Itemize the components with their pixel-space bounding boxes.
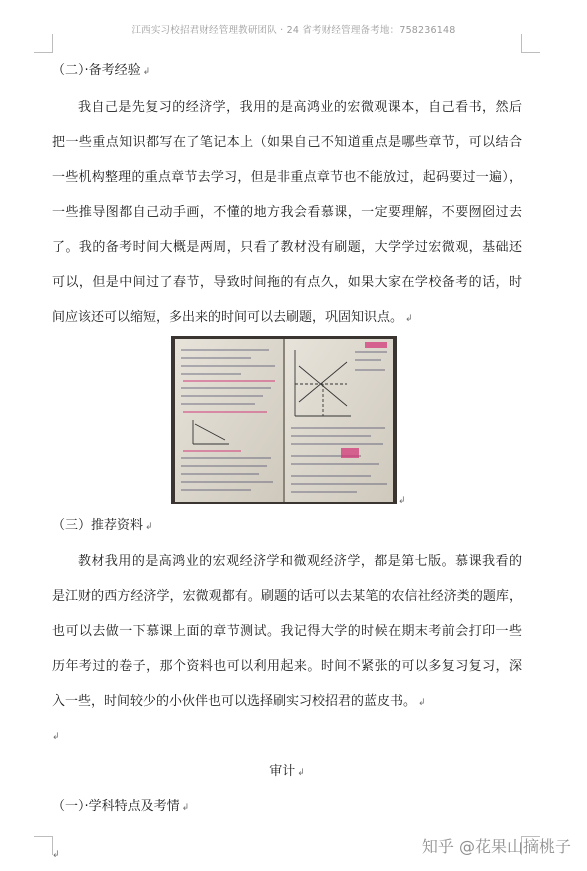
- paragraph-line: 也可以去做一下慕课上面的章节测试。我记得大学的时候在期末考前会打印一些: [52, 624, 522, 639]
- section-heading-prep: （二）·备考经验 ↲: [52, 63, 151, 78]
- paragraph-line: 教材我用的是高鸿业的宏观经济学和微观经济学，都是第七版。慕课我看的: [78, 554, 522, 569]
- paragraph-line: 一些推导图都自己动手画，不懂的地方我会看慕课，一定要理解，不要囫囵过去: [52, 205, 522, 220]
- paragraph-line: 历年考过的卷子，那个资料也可以利用起来。时间不紧张的可以多复习复习，深: [52, 659, 522, 674]
- image-paragraph-mark: ↲: [398, 496, 406, 506]
- paragraph-line-end: 间应该还可以缩短，多出来的时间可以去刷题，巩固知识点。 ↲: [52, 310, 413, 325]
- paragraph-line: 一些机构整理的重点章节去学习，但是非重点章节也不能放过，起码要过一遍），: [52, 170, 522, 185]
- margin-corner-bottom-left: [34, 836, 53, 855]
- paragraph-line: 了。我的备考时间大概是两周，只看了教材没有刷题，大学学过宏微观，基础还: [52, 240, 522, 255]
- section-title-audit: 审计 ↲: [269, 764, 305, 779]
- empty-paragraph-mark: ↲: [52, 850, 60, 860]
- margin-corner-top-left: [34, 34, 53, 53]
- section-heading-audit-overview: （一）·学科特点及考情 ↲: [52, 799, 190, 814]
- margin-corner-top-right: [521, 34, 540, 53]
- paragraph-line: 把一些重点知识都写在了笔记本上（如果自己不知道重点是哪些章节，可以结合: [52, 135, 522, 150]
- paragraph-line-end: 入一些，时间较少的小伙伴也可以选择刷实习校招君的蓝皮书。 ↲: [52, 694, 426, 709]
- paragraph-line: 我自己是先复习的经济学，我用的是高鸿业的宏微观课本，自己看书，然后: [78, 100, 522, 115]
- paragraph-line: 是江财的西方经济学，宏微观都有。刷题的话可以去某笔的农信社经济类的题库，: [52, 589, 522, 604]
- zhihu-watermark: 知乎 @花果山摘桃子: [421, 837, 571, 856]
- notes-photo: [171, 336, 397, 504]
- page-header: 江西实习校招君财经管理教研团队 · 24 省考财经管理备考地：758236148: [131, 25, 456, 36]
- section-heading-materials: （三）推荐资料 ↲: [52, 518, 153, 533]
- empty-paragraph-mark: ↲: [52, 732, 60, 742]
- paragraph-line: 可以，但是中间过了春节，导致时间拖的有点久，如果大家在学校备考的话，时: [52, 275, 522, 290]
